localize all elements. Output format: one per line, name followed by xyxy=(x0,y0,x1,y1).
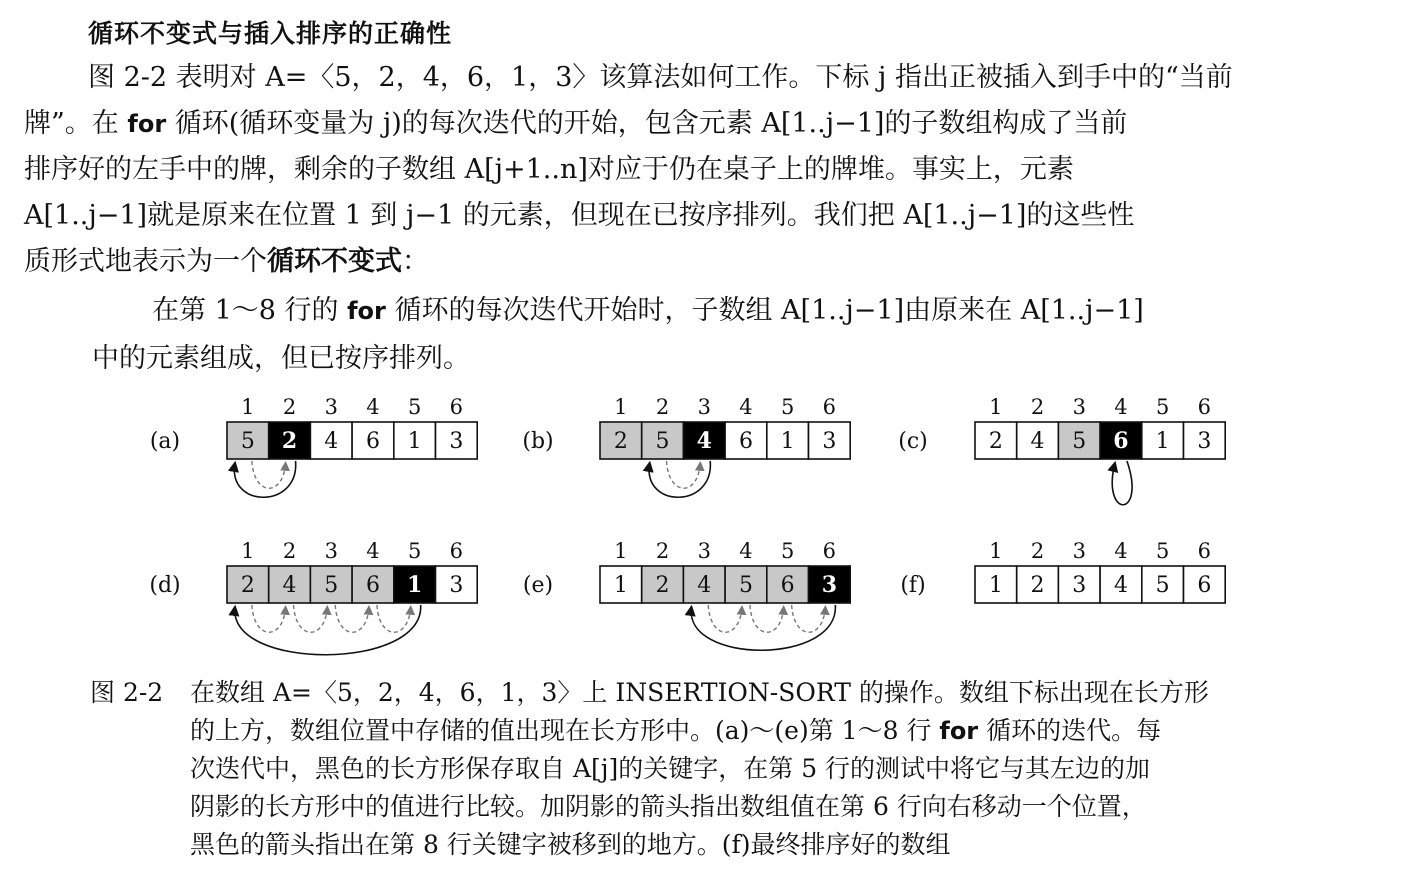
array-index: 4 xyxy=(1114,539,1128,563)
cell-value: 4 xyxy=(1113,573,1128,598)
cell-value: 2 xyxy=(655,573,670,598)
panel-label: (c) xyxy=(898,429,928,454)
figure-caption xyxy=(90,674,1330,864)
cell-value: 3 xyxy=(1072,573,1087,598)
figure-canvas xyxy=(0,380,1416,670)
panel-label: (a) xyxy=(149,429,181,454)
array-index: 2 xyxy=(282,539,297,563)
array-index: 3 xyxy=(1072,539,1086,563)
move-arrow xyxy=(1112,461,1132,505)
array-index: 2 xyxy=(282,395,297,419)
cell-value: 6 xyxy=(1113,428,1129,454)
shift-arrow xyxy=(335,605,369,632)
cell-value: 4 xyxy=(696,428,712,454)
panel-label: (d) xyxy=(149,573,181,598)
keyword-for: for xyxy=(127,110,167,138)
body-paragraph xyxy=(24,55,1384,285)
array-index: 1 xyxy=(989,539,1003,563)
caption-body xyxy=(190,674,1330,864)
cell-value: 3 xyxy=(449,429,464,454)
array-index: 1 xyxy=(989,395,1003,419)
array-index: 3 xyxy=(324,395,338,419)
shift-arrow xyxy=(252,605,286,632)
array-index: 6 xyxy=(822,395,837,419)
cell-value: 2 xyxy=(613,429,628,454)
cell-value: 5 xyxy=(1155,573,1170,598)
array-index: 2 xyxy=(1030,539,1045,563)
cell-value: 6 xyxy=(365,429,380,454)
paragraph-line: 牌”。在 for 循环(循环变量为 j)的每次迭代的开始，包含元素 A[1..j−1]的子数组构成了当前 xyxy=(24,108,1128,139)
array-index: 4 xyxy=(739,395,753,419)
cell-value: 1 xyxy=(613,573,628,598)
array-index: 2 xyxy=(655,395,670,419)
shift-arrow xyxy=(708,605,742,632)
cell-value: 4 xyxy=(697,573,712,598)
array-index: 3 xyxy=(697,539,711,563)
cell-value: 2 xyxy=(240,573,255,598)
array-index: 4 xyxy=(739,539,753,563)
panel-label: (e) xyxy=(522,573,554,598)
array-index: 1 xyxy=(614,395,628,419)
insertion-sort-figure xyxy=(0,380,1416,670)
array-index: 5 xyxy=(780,539,795,563)
cell-value: 3 xyxy=(1197,429,1212,454)
cell-value: 6 xyxy=(738,429,753,454)
array-index: 4 xyxy=(366,539,380,563)
paragraph-line: 排序好的左手中的牌，剩余的子数组 A[j+1..n]对应于仍在桌子上的牌堆。事实上，元素 xyxy=(24,154,1074,185)
array-index: 3 xyxy=(697,395,711,419)
array-index: 3 xyxy=(1072,395,1086,419)
cell-value: 6 xyxy=(1197,573,1212,598)
cell-value: 1 xyxy=(406,572,423,598)
move-arrow xyxy=(234,461,295,497)
shift-arrow xyxy=(792,605,826,632)
invariant-line: 中的元素组成，但已按序排列。 xyxy=(92,343,470,374)
array-index: 1 xyxy=(614,539,628,563)
array-index: 5 xyxy=(1155,395,1170,419)
cell-value: 3 xyxy=(822,429,837,454)
cell-value: 3 xyxy=(821,572,838,598)
caption-line: 的上方，数组位置中存储的值出现在长方形中。(a)～(e)第 1～8 行 for 循环的迭代。每 xyxy=(190,716,1162,745)
shift-arrow xyxy=(252,461,286,488)
array-index: 1 xyxy=(241,395,255,419)
array-index: 2 xyxy=(655,539,670,563)
cell-value: 5 xyxy=(324,573,339,598)
cell-value: 5 xyxy=(655,429,670,454)
array-index: 3 xyxy=(324,539,338,563)
cell-value: 1 xyxy=(988,573,1003,598)
shift-arrow xyxy=(294,605,328,632)
shift-arrow xyxy=(667,461,701,488)
caption-line: 在数组 A=〈5，2，4，6，1，3〉上 INSERTION-SORT 的操作。数组下标出现在长方形 xyxy=(190,678,1209,707)
paragraph-line: 图 2-2 表明对 A=〈5，2，4，6，1，3〉该算法如何工作。下标 j 指出正被插入到手中的“当前 xyxy=(88,62,1233,93)
term-loop-invariant: 循环不变式 xyxy=(267,246,402,277)
array-index: 5 xyxy=(780,395,795,419)
array-index: 5 xyxy=(407,395,422,419)
cell-value: 1 xyxy=(1155,429,1170,454)
cell-value: 1 xyxy=(407,429,422,454)
array-index: 6 xyxy=(449,539,464,563)
move-arrow xyxy=(691,605,835,650)
cell-value: 2 xyxy=(1030,573,1045,598)
keyword-for: for xyxy=(939,717,979,745)
keyword-for: for xyxy=(347,297,386,325)
array-index: 5 xyxy=(407,539,422,563)
cell-value: 3 xyxy=(449,573,464,598)
cell-value: 5 xyxy=(240,429,255,454)
move-arrow xyxy=(649,461,710,497)
caption-line: 次迭代中，黑色的长方形保存取自 A[j]的关键字，在第 5 行的测试中将它与其左边的加 xyxy=(190,754,1151,783)
caption-label: 图 2-2 xyxy=(90,678,164,707)
cell-value: 1 xyxy=(780,429,795,454)
shift-arrow xyxy=(750,605,784,632)
panel-label: (b) xyxy=(522,429,554,454)
array-index: 6 xyxy=(822,539,837,563)
invariant-statement xyxy=(92,287,1352,382)
array-index: 4 xyxy=(1114,395,1128,419)
cell-value: 2 xyxy=(281,428,298,454)
paragraph-line: 质形式地表示为一个循环不变式： xyxy=(24,246,429,277)
cell-value: 6 xyxy=(780,573,795,598)
array-index: 1 xyxy=(241,539,255,563)
array-index: 6 xyxy=(1197,395,1212,419)
panel-label: (f) xyxy=(900,573,926,598)
array-index: 6 xyxy=(1197,539,1212,563)
section-heading: 循环不变式与插入排序的正确性 xyxy=(88,19,453,48)
cell-value: 6 xyxy=(365,573,380,598)
cell-value: 5 xyxy=(738,573,753,598)
cell-value: 4 xyxy=(282,573,297,598)
cell-value: 2 xyxy=(988,429,1003,454)
caption-line: 阴影的长方形中的值进行比较。加阴影的箭头指出数组值在第 6 行向右移动一个位置， xyxy=(190,792,1147,821)
paragraph-line: A[1..j−1]就是原来在位置 1 到 j−1 的元素，但现在已按序排列。我们把 A[1..j−1]的这些性 xyxy=(24,200,1135,231)
array-index: 5 xyxy=(1155,539,1170,563)
caption-line: 黑色的箭头指出在第 8 行关键字被移到的地方。(f)最终排序好的数组 xyxy=(190,830,951,859)
array-index: 2 xyxy=(1030,395,1045,419)
shift-arrow xyxy=(377,605,411,632)
array-index: 4 xyxy=(366,395,380,419)
cell-value: 4 xyxy=(1030,429,1045,454)
cell-value: 4 xyxy=(324,429,339,454)
array-index: 6 xyxy=(449,395,464,419)
invariant-line: 在第 1～8 行的 for 循环的每次迭代开始时，子数组 A[1..j−1]由原来在 A[1..j−1] xyxy=(152,295,1144,326)
cell-value: 5 xyxy=(1072,429,1087,454)
